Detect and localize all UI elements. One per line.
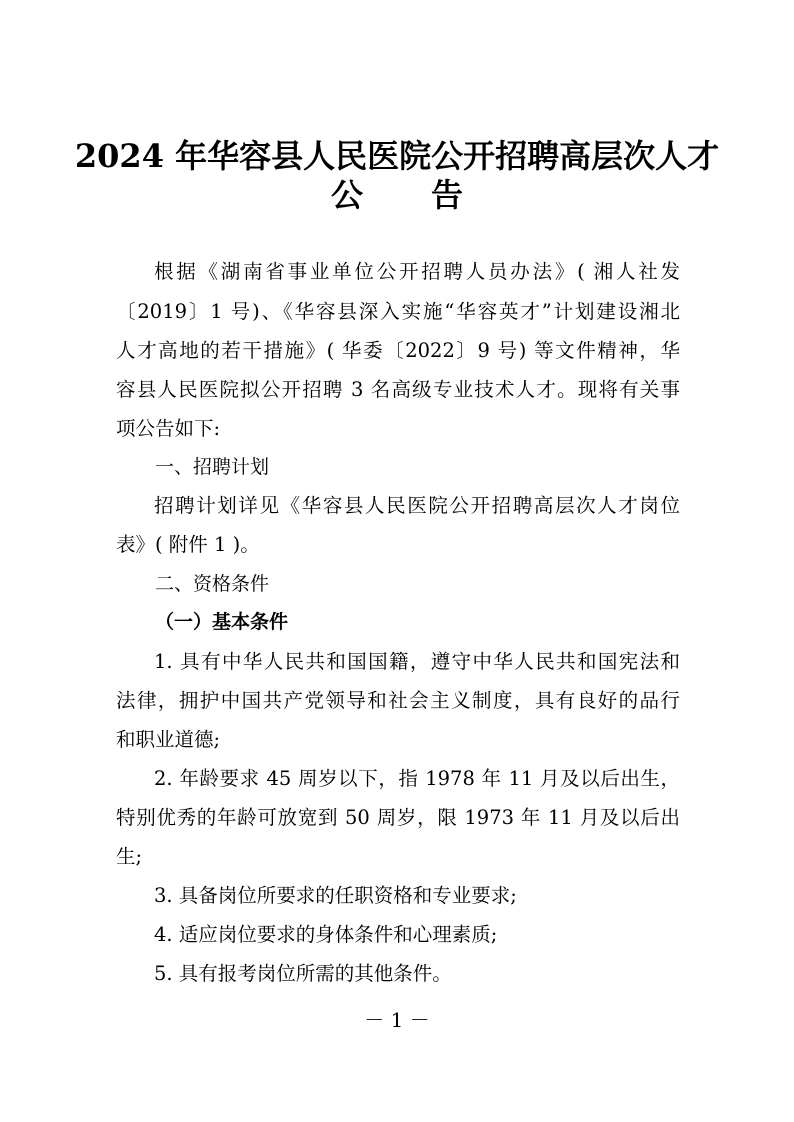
intro-line-1: 根据《湖南省事业单位公开招聘人员办法》( 湘人社发 (154, 260, 680, 283)
subheading-basic-conditions: （一）基本条件 (155, 611, 289, 633)
document-subtitle: 公告 (330, 176, 531, 214)
section1-line-2: 表》( 附件 1 )。 (116, 533, 260, 556)
page-number: － 1 － (364, 1008, 430, 1032)
condition-1-line-2: 法律，拥护中国共产党领导和社会主义制度，具有良好的品行 (116, 689, 680, 712)
section-heading-recruitment-plan: 一、招聘计划 (155, 456, 270, 478)
section-heading-qualifications: 二、资格条件 (155, 573, 270, 595)
condition-5: 5. 具有报考岗位所需的其他条件。 (154, 962, 452, 985)
condition-2-line-3: 生; (116, 845, 143, 868)
document-title: 2024 年华容县人民医院公开招聘高层次人才 (74, 137, 720, 175)
condition-1-line-3: 和职业道德; (116, 728, 221, 751)
condition-3: 3. 具备岗位所要求的任职资格和专业要求; (154, 884, 517, 907)
condition-4: 4. 适应岗位要求的身体条件和心理素质; (154, 923, 498, 946)
intro-line-5: 项公告如下: (116, 417, 221, 440)
condition-2-line-2: 特别优秀的年龄可放宽到 50 周岁，限 1973 年 11 月及以后出 (116, 806, 680, 829)
intro-line-3: 人才高地的若干措施》( 华委〔2022〕9 号) 等文件精神，华 (116, 339, 680, 362)
condition-2-line-1: 2. 年龄要求 45 周岁以下，指 1978 年 11 月及以后出生， (154, 767, 680, 790)
intro-line-2: 〔2019〕1 号)、《华容县深入实施“华容英才”计划建设湘北 (116, 300, 680, 323)
section1-line-1: 招聘计划详见《华容县人民医院公开招聘高层次人才岗位 (154, 494, 680, 517)
intro-line-4: 容县人民医院拟公开招聘 3 名高级专业技术人才。现将有关事 (116, 378, 680, 401)
condition-1-line-1: 1. 具有中华人民共和国国籍，遵守中华人民共和国宪法和 (154, 650, 680, 673)
